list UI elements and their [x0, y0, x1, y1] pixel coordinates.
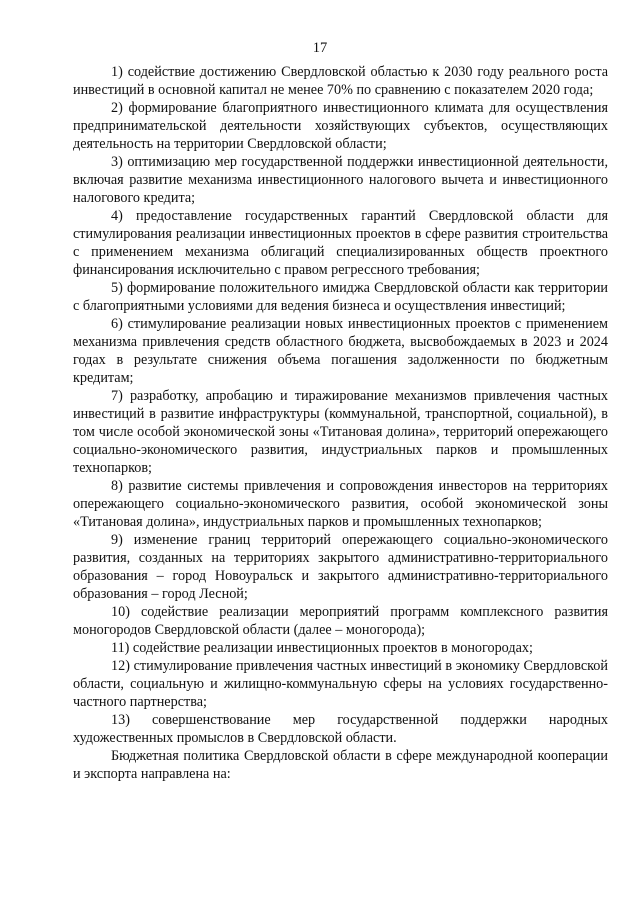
list-item-8: 8) развитие системы привлечения и сопровождения инвесторов на территориях опережающего социально-экономического развития, особой экономической зоны «Титановая долина», индустриальных парков и промышленных технопарков; [73, 478, 608, 530]
list-item-6: 6) стимулирование реализации новых инвестиционных проектов с применением механизма привлечения средств областного бюджета, высвобождаемых в 2023 и 2024 годах в результате снижения объема погашения задолженности по бюджетным кредитам; [73, 316, 608, 386]
page-number: 17 [312, 40, 328, 56]
body-text [73, 63, 608, 783]
list-item-7: 7) разработку, апробацию и тиражирование механизмов привлечения частных инвестиций в развитие инфраструктуры (коммунальной, транспортной, социальной), в том числе особой экономической зоны «Титановая долина», территорий опережающего социально-экономического развития, индустриальных парков и промышленных технопарков; [73, 388, 608, 476]
closing-paragraph: Бюджетная политика Свердловской области в сфере международной кооперации и экспорта направлена на: [73, 748, 608, 782]
list-item-10: 10) содействие реализации мероприятий программ комплексного развития моногородов Свердловской области (далее – моногорода); [73, 604, 608, 638]
list-item-12: 12) стимулирование привлечения частных инвестиций в экономику Свердловской области, социальную и жилищно-коммунальную сферы на условиях государственно-частного партнерства; [73, 658, 608, 710]
list-item-2: 2) формирование благоприятного инвестиционного климата для осуществления предпринимательской деятельности хозяйствующих субъектов, осуществляющих деятельность на территории Свердловской области; [73, 100, 608, 152]
list-item-1: 1) содействие достижению Свердловской областью к 2030 году реального роста инвестиций в основной капитал не менее 70% по сравнению с показателем 2020 года; [73, 64, 608, 98]
list-item-11: 11) содействие реализации инвестиционных проектов в моногородах; [111, 640, 533, 656]
list-item-5: 5) формирование положительного имиджа Свердловской области как территории с благоприятными условиями для ведения бизнеса и осуществления инвестиций; [73, 280, 608, 314]
list-item-4: 4) предоставление государственных гарантий Свердловской области для стимулирования реализации инвестиционных проектов в сфере развития строительства с применением механизма облигаций специализированных обществ проектного финансирования исключительно с правом регрессного требования; [73, 208, 608, 278]
list-item-13: 13) совершенствование мер государственной поддержки народных художественных промыслов в Свердловской области. [73, 712, 608, 746]
list-item-3: 3) оптимизацию мер государственной поддержки инвестиционной деятельности, включая развитие механизма инвестиционного налогового вычета и инвестиционного налогового кредита; [73, 154, 608, 206]
list-item-9: 9) изменение границ территорий опережающего социально-экономического развития, созданных на территориях закрытого административно-территориального образования – город Новоуральск и закрытого административно-территориального образования – город Лесной; [73, 532, 608, 602]
